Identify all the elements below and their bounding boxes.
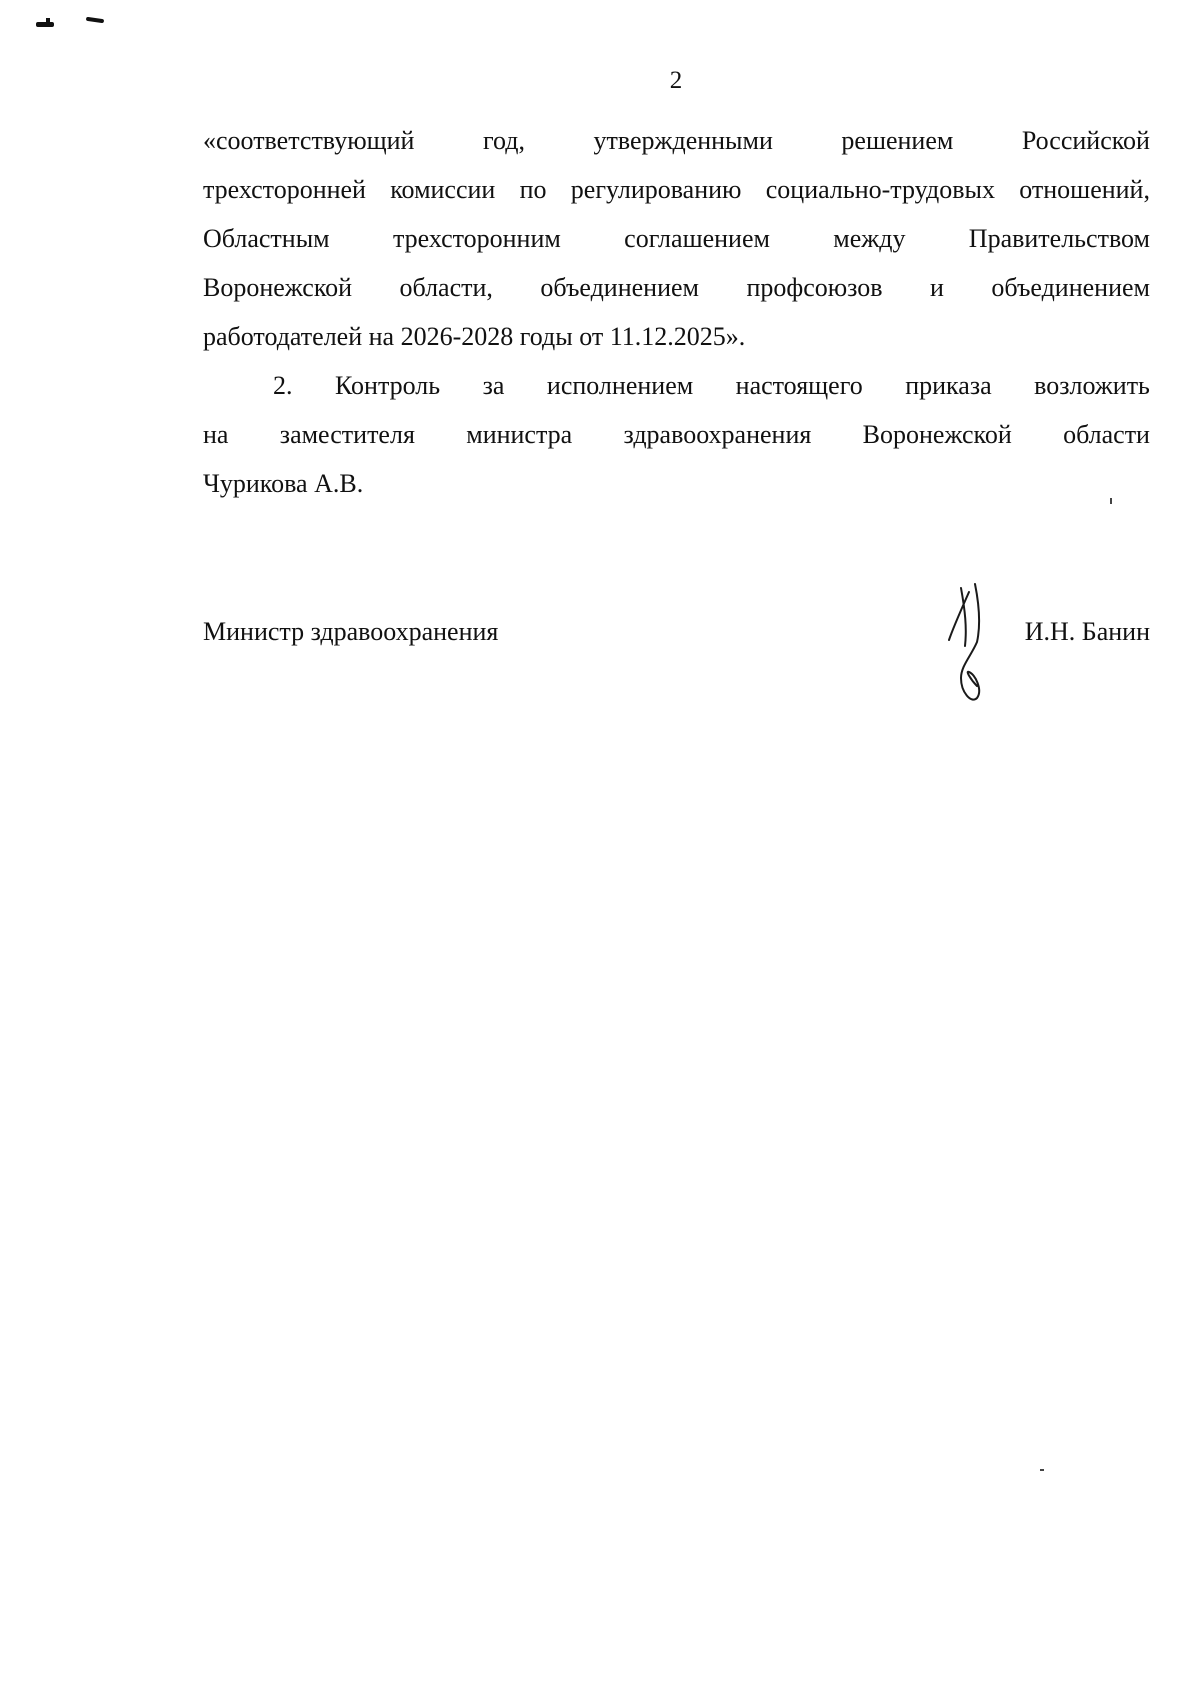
paragraph-1 [203, 116, 1150, 361]
word: социально-трудовых [765, 175, 995, 204]
text-line [203, 165, 1150, 214]
signer-name: И.Н. Банин [1024, 617, 1150, 646]
text-line [203, 361, 1150, 410]
word: год, [482, 126, 525, 155]
signer-title: Министр здравоохранения [203, 617, 499, 646]
scan-artifact [1110, 498, 1112, 504]
scan-artifact [86, 17, 104, 23]
word: исполнением [546, 371, 694, 400]
word: Правительством [968, 224, 1150, 253]
word: настоящего [735, 371, 863, 400]
word: комиссии [390, 175, 496, 204]
word: Областным [203, 224, 330, 253]
word: решением [841, 126, 954, 155]
word: отношений, [1019, 175, 1150, 204]
word: министра [466, 420, 573, 449]
scan-artifact [46, 18, 50, 24]
item-number: 2. [273, 371, 293, 400]
text-line [203, 410, 1150, 459]
word: приказа [905, 371, 992, 400]
text-line: работодателей на 2026-2028 годы от 11.12.2025». [203, 322, 746, 351]
word: Воронежской [862, 420, 1012, 449]
text-line: Чурикова А.В. [203, 469, 364, 498]
text-line [203, 263, 1150, 312]
word: и [930, 273, 944, 302]
scan-artifact [1040, 1469, 1044, 1471]
scan-artifact [36, 22, 54, 27]
word: объединением [540, 273, 699, 302]
word: «соответствующий [203, 126, 415, 155]
text-line [203, 116, 1150, 165]
word: заместителя [279, 420, 415, 449]
word: области [1063, 420, 1150, 449]
word: регулированию [570, 175, 742, 204]
word: Контроль [334, 371, 441, 400]
text-line [203, 214, 1150, 263]
paragraph-2 [203, 361, 1150, 508]
handwritten-signature [931, 580, 1021, 710]
word: Российской [1021, 126, 1150, 155]
page-number: 2 [669, 67, 683, 94]
word: за [482, 371, 505, 400]
word: трехсторонней [203, 175, 366, 204]
word: возложить [1034, 371, 1150, 400]
word: Воронежской [203, 273, 353, 302]
word: трехсторонним [392, 224, 561, 253]
word: области, [399, 273, 493, 302]
word: соглашением [624, 224, 770, 253]
word: между [833, 224, 906, 253]
document-body [203, 116, 1150, 508]
word: профсоюзов [746, 273, 883, 302]
word: утвержденными [593, 126, 773, 155]
word: по [519, 175, 547, 204]
word: здравоохранения [623, 420, 812, 449]
word: на [203, 420, 229, 449]
word: объединением [991, 273, 1150, 302]
signature-block [203, 612, 1150, 712]
